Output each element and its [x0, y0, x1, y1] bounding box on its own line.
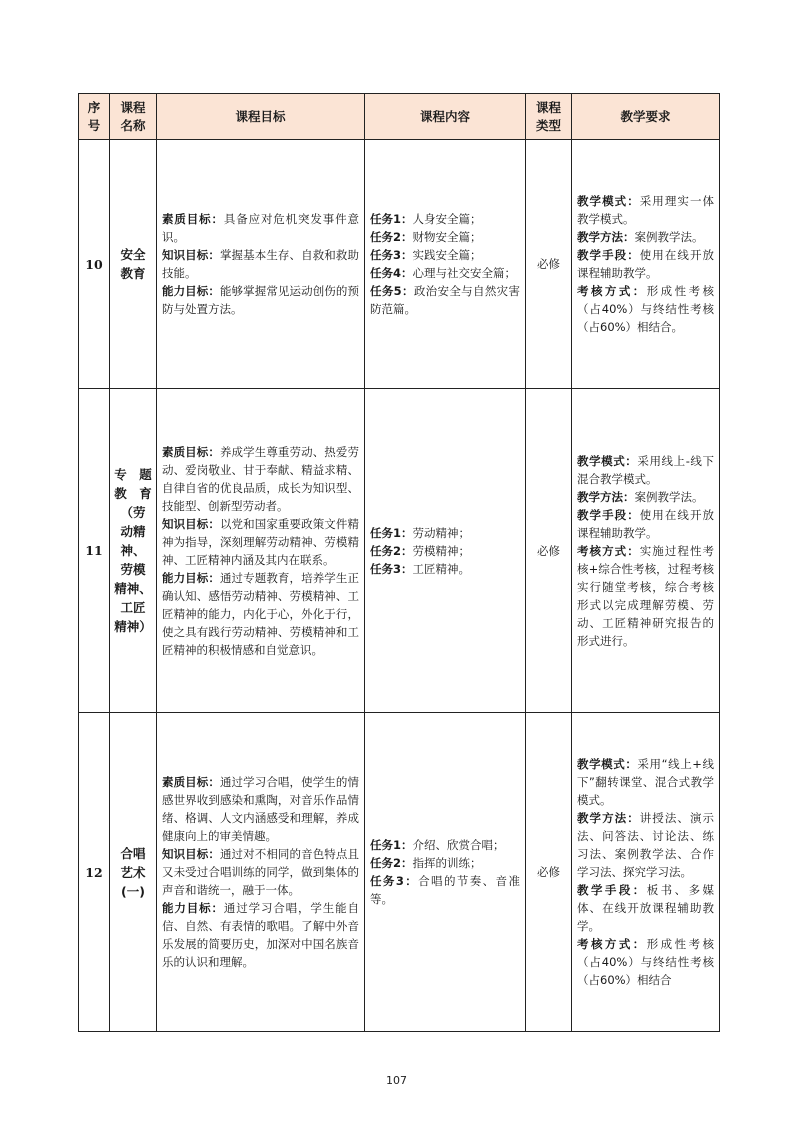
content-item: 任务2：财物安全篇； [370, 230, 482, 244]
goal-item: 素质目标：通过学习合唱，使学生的情感世界收到感染和熏陶，对音乐作品情绪、格调、人文内涵感受和理解，养成健康向上的审美情趣。 [162, 775, 359, 843]
header-content: 课程内容 [365, 94, 526, 140]
content-item: 任务4：心理与社交安全篇； [370, 266, 517, 280]
goal-item: 素质目标：具备应对危机突发事件意识。 [162, 212, 360, 244]
goal-item: 能力目标：能够掌握常见运动创伤的预防与处置方法。 [162, 284, 359, 316]
goal-item: 能力目标：通过专题教育，培养学生正确认知、感悟劳动精神、劳模精神、工匠精神的能力，内化于心，外化于行，使之具有践行劳动精神、劳模精神和工匠精神的积极情感和自觉意识。 [162, 570, 359, 657]
teaching-requirements [572, 140, 720, 389]
goal-item: 素质目标：养成学生尊重劳动、热爱劳动、爱岗敬业、甘于奉献、精益求精、自律自省的优良品质，成长为知识型、技能型、创新型劳动者。 [162, 444, 359, 513]
requirement-item: 考核方式：实施过程性考核+综合性考核，过程考核实行随堂考核，综合考核形式以完成理解劳模、劳动、工匠精神研究报告的形式进行。 [577, 543, 714, 648]
curriculum-table [78, 93, 720, 1032]
content-item: 任务3：合唱的节奏、音准等。 [370, 874, 520, 906]
requirement-item: 教学方法：讲授法、演示法、问答法、讨论法、练习法、案例教学法、合作学习法、探究学习法。 [577, 811, 714, 879]
requirement-item: 教学手段：使用在线开放课程辅助教学。 [577, 248, 714, 280]
requirement-item: 教学方法：案例教学法。 [577, 230, 704, 244]
course-goals [157, 140, 365, 389]
course-name: 专 题 教 育 （劳 动精 神、 劳模 精神、 工匠 精神） [110, 389, 157, 713]
requirement-item: 考核方式：形成性考核（占40%）与终结性考核（占60%）相结合。 [577, 284, 715, 334]
requirement-item: 考核方式：形成性考核（占40%）与终结性考核（占60%）相结合 [577, 937, 715, 987]
requirement-item: 教学模式：采用理实一体教学模式。 [577, 194, 714, 226]
header-name: 课程 名称 [110, 94, 157, 140]
requirement-item: 教学手段：使用在线开放课程辅助教学。 [577, 507, 714, 540]
course-content [365, 140, 526, 389]
content-item: 任务5：政治安全与自然灾害防范篇。 [370, 284, 520, 316]
teaching-requirements [572, 389, 720, 713]
requirement-item: 教学模式：采用线上-线下混合教学模式。 [577, 453, 714, 486]
header-num: 序 号 [79, 94, 110, 140]
teaching-requirements [572, 713, 720, 1032]
course-name: 安全 教育 [110, 140, 157, 389]
course-goals [157, 389, 365, 713]
requirement-item: 教学模式：采用“线上+线下”翻转课堂、混合式教学模式。 [577, 757, 715, 807]
row-number: 12 [79, 713, 110, 1032]
row-number: 11 [79, 389, 110, 713]
row-number: 10 [79, 140, 110, 389]
page-number: 107 [386, 1074, 407, 1087]
header-type: 课程 类型 [526, 94, 572, 140]
header-requirement: 教学要求 [572, 94, 720, 140]
course-content [365, 713, 526, 1032]
content-item: 任务3：实践安全篇； [370, 248, 482, 262]
table-row [79, 389, 720, 713]
course-content [365, 389, 526, 713]
content-item: 任务1：介绍、欣赏合唱； [370, 838, 505, 852]
goal-item: 知识目标：以党和国家重要政策文件精神为指导，深刻理解劳动精神、劳模精神、工匠精神内涵及其内在联系。 [162, 516, 359, 567]
content-item: 任务2：指挥的训练； [370, 856, 482, 870]
requirement-item: 教学方法：案例教学法。 [577, 489, 704, 504]
content-item: 任务1：劳动精神； [370, 525, 471, 540]
header-row [79, 94, 720, 140]
course-name: 合唱 艺术 (一) [110, 713, 157, 1032]
goal-item: 知识目标：掌握基本生存、自救和救助技能。 [162, 248, 359, 280]
course-type: 必修 [526, 713, 572, 1032]
table-row [79, 713, 720, 1032]
course-goals [157, 713, 365, 1032]
content-item: 任务3：工匠精神。 [370, 561, 471, 576]
requirement-item: 教学手段：板书、多媒体、在线开放课程辅助教学。 [577, 883, 715, 933]
course-type: 必修 [526, 140, 572, 389]
goal-item: 知识目标：通过对不相同的音色特点且又未受过合唱训练的同学，做到集体的声音和谐统一，融于一体。 [162, 847, 359, 897]
table-row [79, 140, 720, 389]
goal-item: 能力目标：通过学习合唱，学生能自信、自然、有表情的歌唱。了解中外音乐发展的简要历史，加深对中国名族音乐的认识和理解。 [162, 901, 360, 969]
header-goal: 课程目标 [157, 94, 365, 140]
content-item: 任务2：劳模精神； [370, 543, 471, 558]
course-type: 必修 [526, 389, 572, 713]
content-item: 任务1：人身安全篇； [370, 212, 482, 226]
